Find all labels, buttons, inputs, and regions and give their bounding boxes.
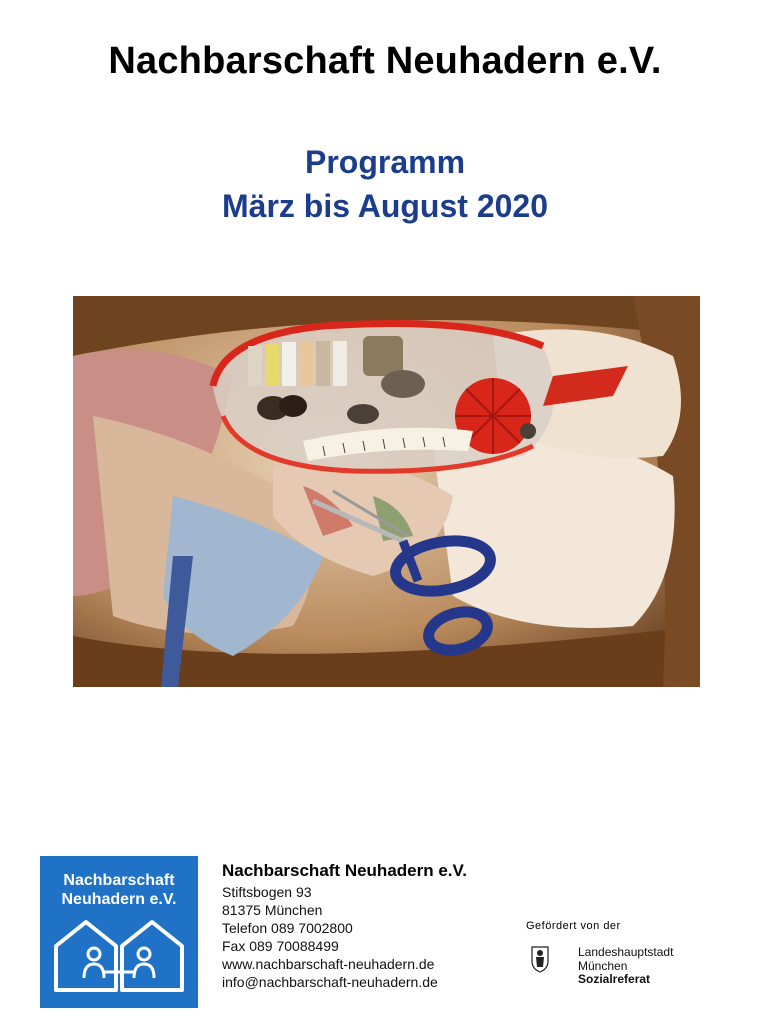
houses-people-icon (50, 916, 188, 996)
munich-crest-icon (530, 945, 550, 973)
contact-fax: Fax 089 70088499 (222, 938, 339, 954)
funding-authority-line-2: München (578, 959, 628, 973)
contact-website: www.nachbarschaft-neuhadern.de (222, 956, 435, 972)
association-logo (40, 856, 198, 1008)
contact-street: Stiftsbogen 93 (222, 884, 312, 900)
funding-label: Gefördert von der (526, 920, 621, 932)
contact-phone: Telefon 089 7002800 (222, 920, 353, 936)
cover-photo-sewing-basket (73, 296, 700, 687)
logo-line-1: Nachbarschaft (63, 872, 175, 889)
program-period: März bis August 2020 (221, 188, 548, 224)
funding-authority-line-1: Landeshauptstadt (578, 945, 674, 959)
program-title: Programm (304, 144, 466, 180)
page-title: Nachbarschaft Neuhadern e.V. (108, 40, 662, 82)
contact-email: info@nachbarschaft-neuhadern.de (222, 974, 438, 990)
funding-authority-line-3: Sozialreferat (578, 972, 651, 986)
contact-city: 81375 München (222, 902, 323, 918)
logo-line-2: Neuhadern e.V. (61, 891, 177, 908)
contact-org-name: Nachbarschaft Neuhadern e.V. (222, 861, 468, 880)
